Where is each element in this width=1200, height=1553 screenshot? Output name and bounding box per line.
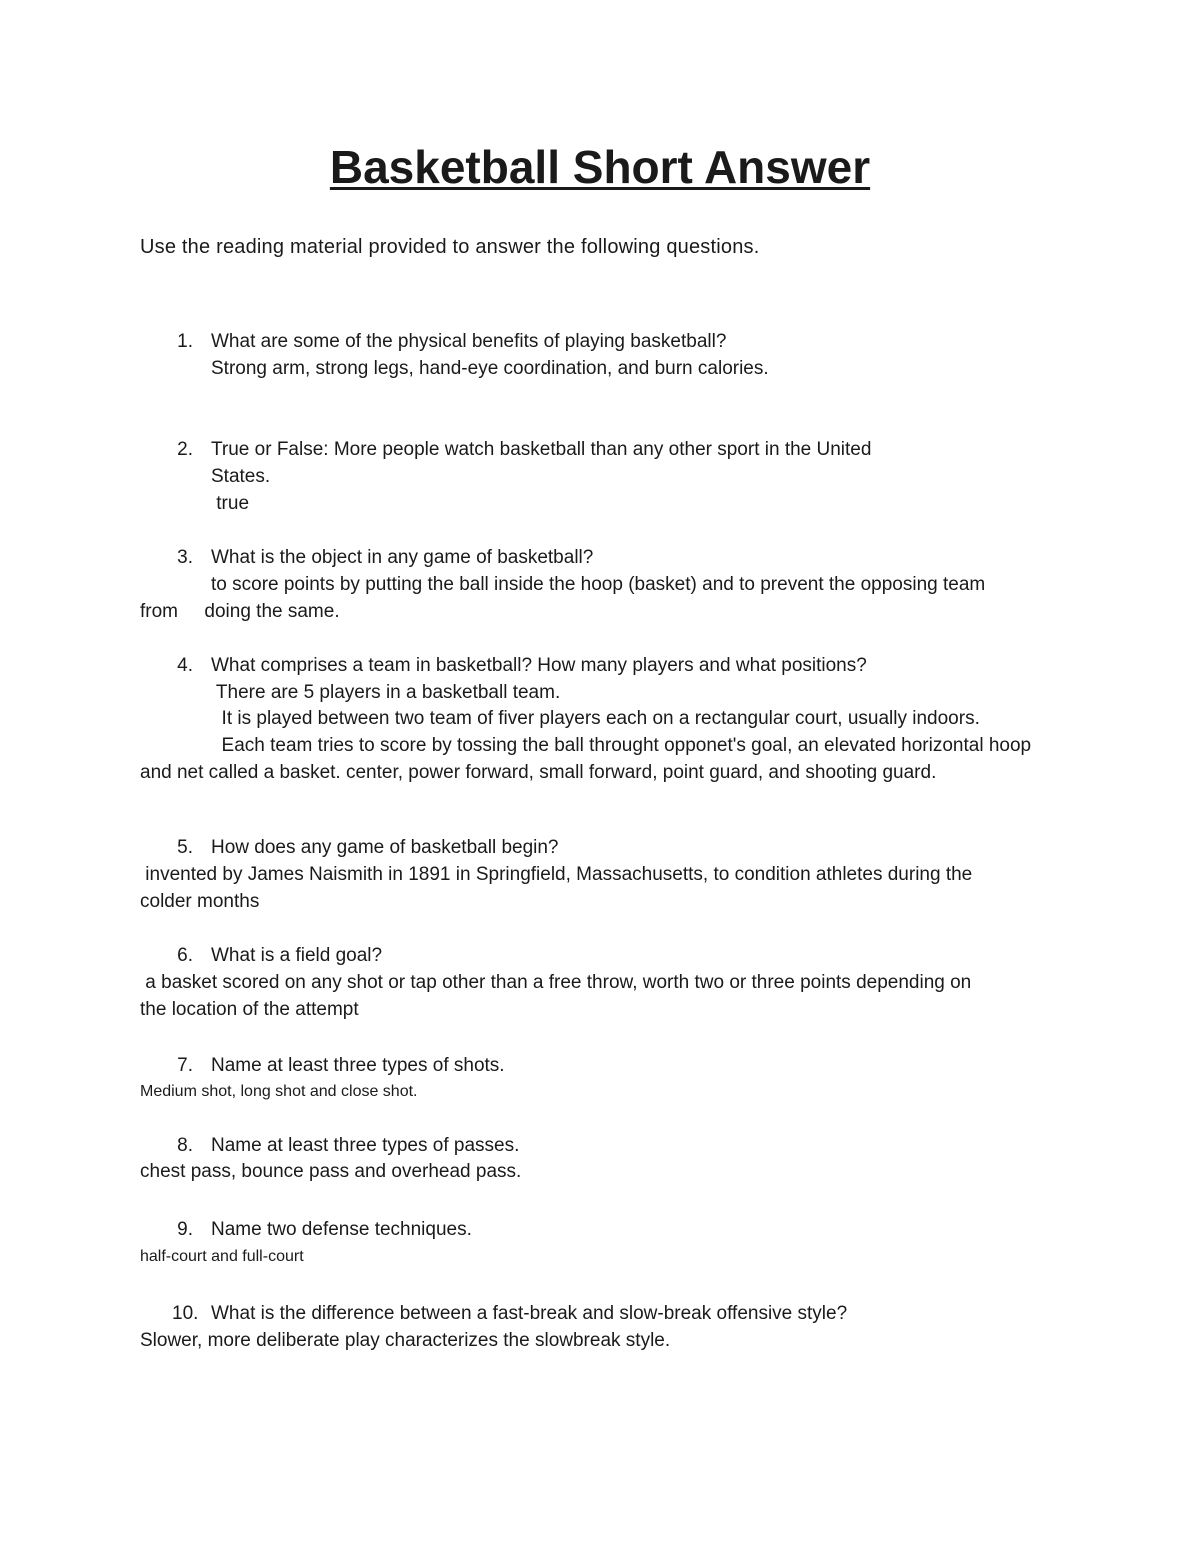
question-number: 9. [177,1219,193,1240]
question-number: 6. [177,945,193,966]
answer-text: It is played between two team of fiver players each on a rectangular court, usually indoors. [211,708,980,729]
question-number: 1. [177,331,193,352]
answer-text: invented by James Naismith in 1891 in Springfield, Massachusetts, to condition athletes during the [140,864,973,885]
answer-text: Each team tries to score by tossing the ball throught opponet's goal, an elevated horizontal hoop [211,735,1032,756]
answer-text: chest pass, bounce pass and overhead pass. [140,1161,522,1182]
question-text: Name at least three types of passes. [211,1135,520,1156]
answer-text: half-court and full-court [140,1248,304,1265]
question-text: What is the object in any game of basketball? [211,547,594,568]
answer-text: There are 5 players in a basketball team. [211,682,561,703]
question-number: 7. [177,1055,193,1076]
question-text: Name at least three types of shots. [211,1055,505,1076]
question-text: What comprises a team in basketball? How many players and what positions? [211,655,867,676]
question-text: What is the difference between a fast-break and slow-break offensive style? [211,1303,848,1324]
question-text: What is a field goal? [211,945,383,966]
answer-text: and net called a basket. center, power forward, small forward, point guard, and shooting guard. [140,762,937,783]
question-text: How does any game of basketball begin? [211,837,559,858]
question-number: 8. [177,1135,193,1156]
answer-text: to score points by putting the ball inside the hoop (basket) and to prevent the opposing team [211,574,986,595]
question-text: What are some of the physical benefits of playing basketball? [211,331,727,352]
answer-text: the location of the attempt [140,999,359,1020]
answer-text: colder months [140,891,260,912]
answer-text: from doing the same. [140,601,340,622]
answer-text: true [211,493,250,514]
answer-text: Medium shot, long shot and close shot. [140,1083,418,1100]
page-title: Basketball Short Answer [329,141,871,193]
answer-text: Slower, more deliberate play characterizes the slowbreak style. [140,1330,671,1351]
instructions: Use the reading material provided to answer the following questions. [140,236,760,258]
question-number: 10. [172,1303,199,1324]
question-number: 4. [177,655,193,676]
question-number: 5. [177,837,193,858]
question-text: True or False: More people watch basketball than any other sport in the United [211,439,872,460]
question-text: States. [211,466,271,487]
answer-text: Strong arm, strong legs, hand-eye coordination, and burn calories. [211,358,769,379]
question-number: 3. [177,547,193,568]
question-number: 2. [177,439,193,460]
answer-text: a basket scored on any shot or tap other than a free throw, worth two or three points depending on [140,972,972,993]
question-text: Name two defense techniques. [211,1219,472,1240]
